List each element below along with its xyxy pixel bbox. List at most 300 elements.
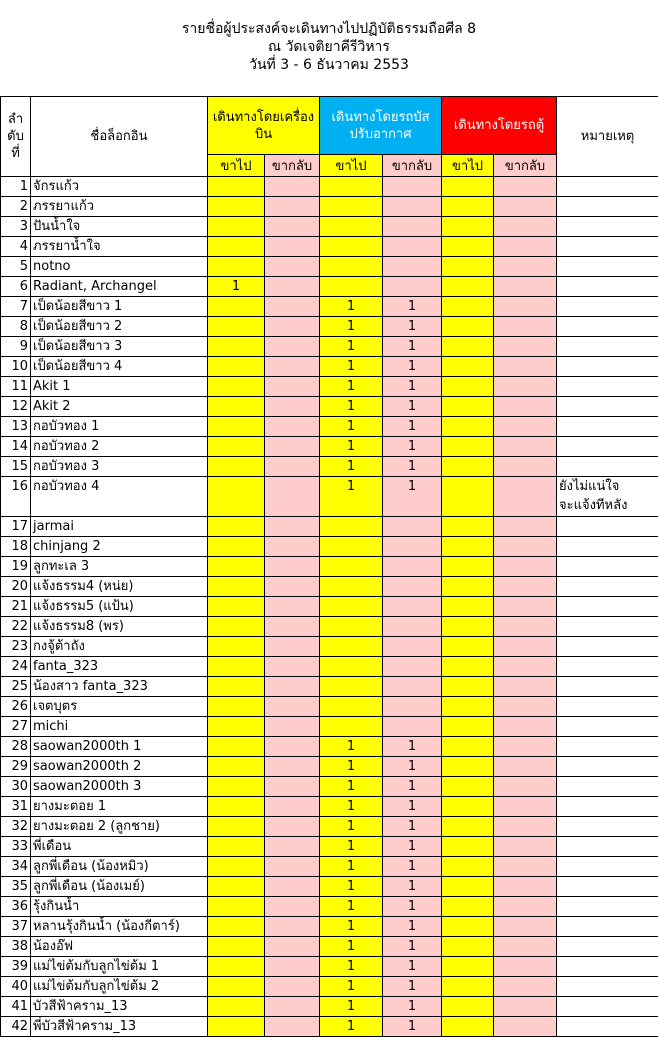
table-row: [1, 897, 658, 917]
bus-back-cell: 1: [383, 357, 442, 377]
bus-back-cell: 1: [383, 777, 442, 797]
bus-go-cell: 1: [320, 797, 383, 817]
plane-back-cell: [265, 417, 320, 437]
note-cell: [557, 697, 658, 717]
bus-go-cell: 1: [320, 837, 383, 857]
header-no-label: ลำ ดับ ที่: [7, 112, 24, 161]
note-cell: [557, 897, 658, 917]
van-back-cell: [494, 857, 557, 877]
row-number: 42: [1, 1017, 31, 1037]
table-row: [1, 597, 658, 617]
plane-go-cell: [208, 657, 265, 677]
row-number: 24: [1, 657, 31, 677]
bus-back-cell: [383, 657, 442, 677]
plane-back-cell: [265, 857, 320, 877]
bus-back-cell: 1: [383, 877, 442, 897]
van-back-cell: [494, 277, 557, 297]
van-go-cell: [442, 317, 494, 337]
row-number: 12: [1, 397, 31, 417]
plane-go-cell: [208, 597, 265, 617]
row-number: 11: [1, 377, 31, 397]
plane-go-cell: [208, 997, 265, 1017]
van-back-cell: [494, 877, 557, 897]
van-go-cell: [442, 237, 494, 257]
plane-go-cell: [208, 717, 265, 737]
bus-go-cell: 1: [320, 337, 383, 357]
note-cell: [557, 317, 658, 337]
van-go-cell: [442, 297, 494, 317]
bus-back-cell: [383, 577, 442, 597]
van-back-cell: [494, 537, 557, 557]
plane-go-cell: [208, 857, 265, 877]
plane-back-cell: [265, 597, 320, 617]
bus-go-cell: 1: [320, 857, 383, 877]
bus-go-cell: 1: [320, 977, 383, 997]
login-name: บัวสีฟ้าคราม_13: [31, 997, 208, 1017]
plane-go-cell: [208, 677, 265, 697]
bus-go-cell: [320, 657, 383, 677]
plane-go-cell: [208, 1017, 265, 1037]
van-back-cell: [494, 377, 557, 397]
note-cell: [557, 657, 658, 677]
note-cell: [557, 937, 658, 957]
plane-back-cell: [265, 517, 320, 537]
login-name: เป็ดน้อยสีขาว 1: [31, 297, 208, 317]
plane-back-cell: [265, 537, 320, 557]
table-row: [1, 777, 658, 797]
van-go-cell: [442, 997, 494, 1017]
van-go-cell: [442, 697, 494, 717]
bus-back-cell: [383, 717, 442, 737]
plane-back-cell: [265, 817, 320, 837]
row-number: 22: [1, 617, 31, 637]
bus-go-cell: [320, 277, 383, 297]
table-row: [1, 737, 658, 757]
van-go-cell: [442, 937, 494, 957]
table-row: [1, 697, 658, 717]
van-back-cell: [494, 177, 557, 197]
sheet-title: [0, 20, 658, 74]
table-row: [1, 557, 658, 577]
plane-go-cell: [208, 177, 265, 197]
login-name: notno: [31, 257, 208, 277]
plane-back-cell: [265, 377, 320, 397]
login-name: ลูกพี่เดือน (น้องหมิว): [31, 857, 208, 877]
bus-go-cell: [320, 237, 383, 257]
row-number: 18: [1, 537, 31, 557]
row-number: 16: [1, 477, 31, 517]
header-bus: เดินทางโดยรถบัสปรับอากาศ: [320, 97, 442, 155]
plane-back-cell: [265, 357, 320, 377]
van-go-cell: [442, 917, 494, 937]
bus-go-cell: [320, 557, 383, 577]
table-row: [1, 357, 658, 377]
bus-go-cell: 1: [320, 477, 383, 517]
bus-back-cell: [383, 237, 442, 257]
plane-back-cell: [265, 757, 320, 777]
table-row: [1, 417, 658, 437]
login-name: ลูกทะเล 3: [31, 557, 208, 577]
van-back-cell: [494, 357, 557, 377]
van-go-cell: [442, 577, 494, 597]
plane-back-cell: [265, 837, 320, 857]
bus-go-cell: 1: [320, 357, 383, 377]
row-number: 3: [1, 217, 31, 237]
note-cell: [557, 237, 658, 257]
bus-back-cell: [383, 597, 442, 617]
plane-back-cell: [265, 977, 320, 997]
row-number: 34: [1, 857, 31, 877]
van-back-cell: [494, 817, 557, 837]
van-go-cell: [442, 377, 494, 397]
bus-go-cell: 1: [320, 297, 383, 317]
bus-back-cell: [383, 697, 442, 717]
table-row: [1, 477, 658, 517]
bus-back-cell: 1: [383, 297, 442, 317]
van-go-cell: [442, 637, 494, 657]
van-go-cell: [442, 857, 494, 877]
bus-back-cell: 1: [383, 477, 442, 517]
plane-go-cell: [208, 377, 265, 397]
bus-go-cell: 1: [320, 437, 383, 457]
bus-back-cell: [383, 637, 442, 657]
van-back-cell: [494, 477, 557, 517]
plane-back-cell: [265, 457, 320, 477]
plane-back-cell: [265, 997, 320, 1017]
note-cell: [557, 517, 658, 537]
bus-back-cell: [383, 517, 442, 537]
plane-back-cell: [265, 737, 320, 757]
van-back-cell: [494, 517, 557, 537]
table-row: [1, 197, 658, 217]
bus-go-cell: 1: [320, 937, 383, 957]
row-number: 37: [1, 917, 31, 937]
bus-go-cell: [320, 697, 383, 717]
bus-go-cell: 1: [320, 957, 383, 977]
note-cell: [557, 597, 658, 617]
plane-go-cell: [208, 457, 265, 477]
table-row: [1, 997, 658, 1017]
plane-back-cell: [265, 277, 320, 297]
bus-go-cell: [320, 257, 383, 277]
row-number: 32: [1, 817, 31, 837]
table-row: [1, 657, 658, 677]
plane-go-cell: [208, 797, 265, 817]
login-name: jarmai: [31, 517, 208, 537]
bus-back-cell: 1: [383, 897, 442, 917]
row-number: 8: [1, 317, 31, 337]
plane-go-cell: [208, 877, 265, 897]
van-back-cell: [494, 257, 557, 277]
van-back-cell: [494, 797, 557, 817]
row-number: 2: [1, 197, 31, 217]
table-row: [1, 337, 658, 357]
bus-go-cell: [320, 677, 383, 697]
plane-go-cell: [208, 317, 265, 337]
plane-back-cell: [265, 437, 320, 457]
van-go-cell: [442, 477, 494, 517]
plane-back-cell: [265, 297, 320, 317]
bus-go-cell: 1: [320, 457, 383, 477]
plane-back-cell: [265, 197, 320, 217]
row-number: 14: [1, 437, 31, 457]
login-name: Akit 1: [31, 377, 208, 397]
plane-back-cell: [265, 557, 320, 577]
van-go-cell: [442, 397, 494, 417]
plane-go-cell: [208, 297, 265, 317]
row-number: 17: [1, 517, 31, 537]
row-number: 35: [1, 877, 31, 897]
plane-go-cell: [208, 357, 265, 377]
row-number: 38: [1, 937, 31, 957]
title-line-1: รายชื่อผู้ประสงค์จะเดินทางไปปฏิบัติธรรมถือศีล 8: [181, 21, 477, 37]
row-number: 15: [1, 457, 31, 477]
note-cell: [557, 817, 658, 837]
van-go-cell: [442, 797, 494, 817]
note-cell: [557, 417, 658, 437]
bus-go-cell: [320, 597, 383, 617]
bus-go-cell: [320, 617, 383, 637]
bus-back-cell: [383, 617, 442, 637]
row-number: 36: [1, 897, 31, 917]
plane-back-cell: [265, 237, 320, 257]
table-row: [1, 717, 658, 737]
bus-go-cell: [320, 637, 383, 657]
van-go-cell: [442, 737, 494, 757]
bus-back-cell: 1: [383, 957, 442, 977]
row-number: 7: [1, 297, 31, 317]
note-cell: [557, 737, 658, 757]
van-back-cell: [494, 197, 557, 217]
note-cell: [557, 197, 658, 217]
van-back-cell: [494, 957, 557, 977]
van-go-cell: [442, 717, 494, 737]
row-number: 29: [1, 757, 31, 777]
van-go-cell: [442, 557, 494, 577]
plane-go-cell: [208, 557, 265, 577]
note-cell: [557, 757, 658, 777]
note-cell: [557, 437, 658, 457]
plane-back-cell: [265, 897, 320, 917]
row-number: 39: [1, 957, 31, 977]
bus-back-cell: 1: [383, 437, 442, 457]
van-go-cell: [442, 337, 494, 357]
table-row: [1, 637, 658, 657]
van-go-cell: [442, 257, 494, 277]
van-go-cell: [442, 617, 494, 637]
table-row: [1, 797, 658, 817]
login-name: ภรรยาแก้ว: [31, 197, 208, 217]
van-go-cell: [442, 537, 494, 557]
note-cell: [557, 397, 658, 417]
login-name: แจ้งธรรม5 (แป้น): [31, 597, 208, 617]
bus-back-cell: 1: [383, 977, 442, 997]
note-cell: [557, 797, 658, 817]
plane-go-cell: [208, 737, 265, 757]
login-name: chinjang 2: [31, 537, 208, 557]
bus-back-cell: [383, 177, 442, 197]
header-bus-go: ขาไป: [320, 155, 383, 177]
bus-go-cell: 1: [320, 317, 383, 337]
note-cell: [557, 777, 658, 797]
van-go-cell: [442, 1017, 494, 1037]
login-name: Akit 2: [31, 397, 208, 417]
van-go-cell: [442, 457, 494, 477]
login-name: saowan2000th 1: [31, 737, 208, 757]
van-back-cell: [494, 1017, 557, 1037]
row-number: 1: [1, 177, 31, 197]
header-van: เดินทางโดยรถตู้: [442, 97, 557, 155]
van-go-cell: [442, 657, 494, 677]
plane-back-cell: [265, 957, 320, 977]
row-number: 33: [1, 837, 31, 857]
van-back-cell: [494, 637, 557, 657]
bus-back-cell: 1: [383, 857, 442, 877]
table-row: [1, 677, 658, 697]
bus-go-cell: 1: [320, 1017, 383, 1037]
note-cell: [557, 857, 658, 877]
table-row: [1, 317, 658, 337]
plane-back-cell: [265, 217, 320, 237]
bus-go-cell: 1: [320, 757, 383, 777]
bus-back-cell: 1: [383, 457, 442, 477]
plane-go-cell: [208, 697, 265, 717]
table-row: [1, 837, 658, 857]
plane-go-cell: [208, 577, 265, 597]
login-name: saowan2000th 2: [31, 757, 208, 777]
bus-back-cell: 1: [383, 997, 442, 1017]
note-cell: [557, 637, 658, 657]
login-name: กอบัวทอง 4: [31, 477, 208, 517]
plane-go-cell: [208, 417, 265, 437]
plane-go-cell: [208, 817, 265, 837]
van-back-cell: [494, 237, 557, 257]
table-row: [1, 397, 658, 417]
plane-back-cell: [265, 797, 320, 817]
row-number: 28: [1, 737, 31, 757]
header-van-go: ขาไป: [442, 155, 494, 177]
bus-back-cell: 1: [383, 317, 442, 337]
header-note: หมายเหตุ: [557, 97, 658, 177]
van-back-cell: [494, 457, 557, 477]
van-go-cell: [442, 197, 494, 217]
van-back-cell: [494, 837, 557, 857]
table-row: [1, 937, 658, 957]
note-cell: [557, 377, 658, 397]
header-plane-back: ขากลับ: [265, 155, 320, 177]
van-go-cell: [442, 897, 494, 917]
bus-go-cell: [320, 177, 383, 197]
bus-go-cell: [320, 577, 383, 597]
van-go-cell: [442, 837, 494, 857]
bus-go-cell: [320, 537, 383, 557]
note-cell: [557, 677, 658, 697]
note-cell: [557, 977, 658, 997]
login-name: น้องสาว fanta_323: [31, 677, 208, 697]
plane-go-cell: [208, 617, 265, 637]
plane-go-cell: 1: [208, 277, 265, 297]
note-cell: [557, 337, 658, 357]
plane-back-cell: [265, 177, 320, 197]
table-row: [1, 377, 658, 397]
table-row: [1, 217, 658, 237]
login-name: พี่เดือน: [31, 837, 208, 857]
login-name: น้องอ๊ฟ: [31, 937, 208, 957]
plane-go-cell: [208, 397, 265, 417]
bus-back-cell: 1: [383, 757, 442, 777]
table-row: [1, 757, 658, 777]
login-name: รุ้งกินน้ำ: [31, 897, 208, 917]
van-back-cell: [494, 337, 557, 357]
bus-go-cell: 1: [320, 417, 383, 437]
row-number: 41: [1, 997, 31, 1017]
row-number: 23: [1, 637, 31, 657]
note-cell: [557, 957, 658, 977]
row-number: 9: [1, 337, 31, 357]
login-name: ภรรยาน้ำใจ: [31, 237, 208, 257]
bus-go-cell: 1: [320, 397, 383, 417]
van-back-cell: [494, 437, 557, 457]
bus-back-cell: [383, 277, 442, 297]
van-go-cell: [442, 177, 494, 197]
plane-go-cell: [208, 477, 265, 517]
van-back-cell: [494, 217, 557, 237]
plane-back-cell: [265, 477, 320, 517]
row-number: 27: [1, 717, 31, 737]
note-cell: [557, 297, 658, 317]
plane-back-cell: [265, 617, 320, 637]
plane-back-cell: [265, 1017, 320, 1037]
login-name: แม่ไข่ต้มกับลูกไข่ต้ม 1: [31, 957, 208, 977]
plane-go-cell: [208, 197, 265, 217]
van-back-cell: [494, 757, 557, 777]
bus-back-cell: 1: [383, 417, 442, 437]
plane-back-cell: [265, 317, 320, 337]
login-name: กอบัวทอง 3: [31, 457, 208, 477]
row-number: 31: [1, 797, 31, 817]
bus-back-cell: [383, 557, 442, 577]
title-line-2: ณ วัดเจติยาคีรีวิหาร: [268, 39, 390, 55]
table-row: [1, 257, 658, 277]
row-number: 30: [1, 777, 31, 797]
plane-go-cell: [208, 777, 265, 797]
note-cell: [557, 557, 658, 577]
plane-back-cell: [265, 637, 320, 657]
login-name: แม่ไข่ต้มกับลูกไข่ต้ม 2: [31, 977, 208, 997]
van-back-cell: [494, 617, 557, 637]
login-name: เป็ดน้อยสีขาว 4: [31, 357, 208, 377]
van-back-cell: [494, 317, 557, 337]
login-name: ยางมะตอย 1: [31, 797, 208, 817]
table-row: [1, 857, 658, 877]
van-back-cell: [494, 717, 557, 737]
bus-back-cell: 1: [383, 937, 442, 957]
bus-go-cell: [320, 517, 383, 537]
table-row: [1, 577, 658, 597]
bus-go-cell: 1: [320, 997, 383, 1017]
note-cell: [557, 257, 658, 277]
van-back-cell: [494, 657, 557, 677]
login-name: saowan2000th 3: [31, 777, 208, 797]
note-cell: [557, 917, 658, 937]
bus-back-cell: 1: [383, 337, 442, 357]
bus-go-cell: 1: [320, 817, 383, 837]
plane-back-cell: [265, 937, 320, 957]
plane-go-cell: [208, 937, 265, 957]
bus-go-cell: 1: [320, 877, 383, 897]
login-name: จักรแก้ว: [31, 177, 208, 197]
plane-back-cell: [265, 777, 320, 797]
